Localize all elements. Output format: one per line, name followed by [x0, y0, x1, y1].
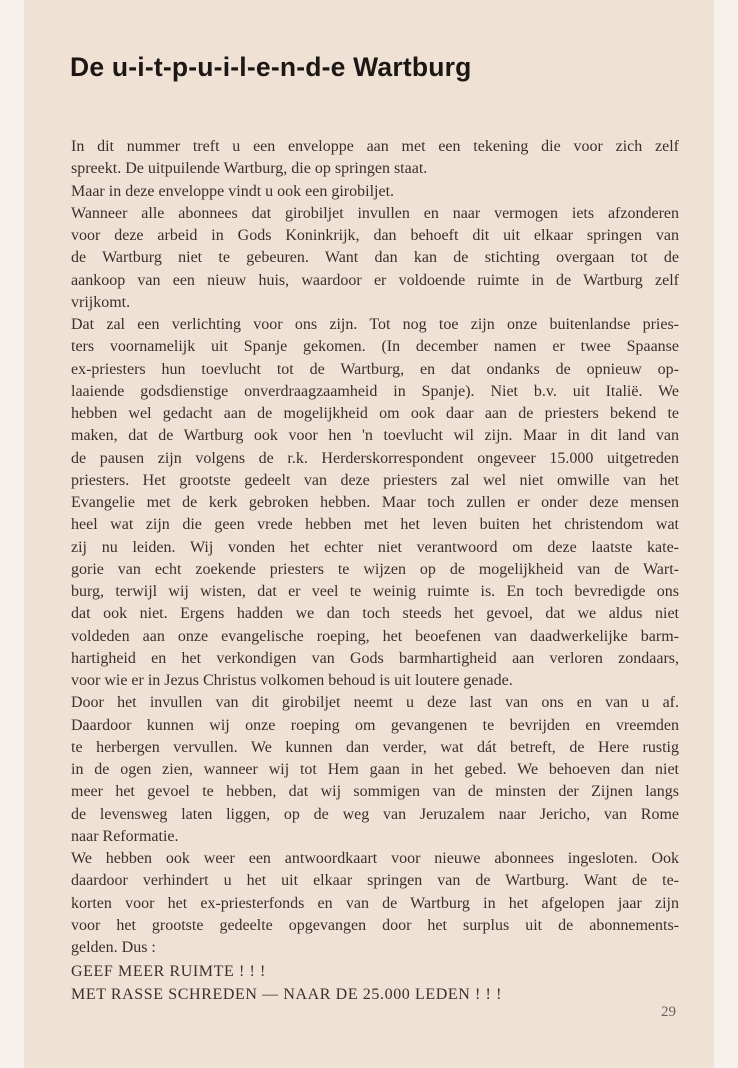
text-line: Door het invullen van dit girobiljet neemt u deze last van ons en van u af. — [71, 694, 679, 712]
text-line: voor deze arbeid in Gods Koninkrijk, dan behoeft dit uit elkaar springen van — [71, 227, 679, 244]
text-line: dat ook niet. Ergens hadden we dan toch steeds het gevoel, dat we aldus niet — [71, 605, 679, 623]
text-line: korten voor het ex-priesterfonds en van de Wartburg in het afgelopen jaar zijn — [71, 894, 679, 912]
text-line: voor wie er in Jezus Christus volkomen behoud is uit loutere genade. — [71, 672, 513, 689]
text-line: te herbergen vervullen. We kunnen dan verder, wat dát betreft, de Here rustig — [71, 738, 679, 756]
text-line: Maar in deze enveloppe vindt u ook een girobiljet. — [71, 182, 395, 200]
text-line: spreekt. De uitpuilende Wartburg, die op springen staat. — [71, 160, 428, 178]
text-line: burg, terwijl wij wisten, dat er veel te weinig ruimte is. En toch bevredigde ons — [71, 583, 679, 600]
text-line: maken, dat de Wartburg ook voor hen 'n toevlucht wil zijn. Maar in dit land van — [71, 427, 679, 445]
text-line: gelden. Dus : — [71, 939, 156, 956]
text-line: voldeden aan onze evangelische roeping, het beoefenen van daadwerkelijke barm- — [71, 627, 679, 645]
text-line: aankoop van een nieuw huis, waardoor er voldoende ruimte in de Wartburg zelf — [71, 271, 679, 289]
text-line: In dit nummer treft u een enveloppe aan met een tekening die voor zich zelf — [71, 138, 679, 155]
article-title: De u-i-t-p-u-i-l-e-n-d-e Wartburg — [70, 52, 472, 82]
text-line: naar Reformatie. — [71, 827, 179, 845]
text-line: heel wat zijn die geen vrede hebben met het leven buiten het christendom wat — [71, 516, 679, 534]
text-line: hebben wel gedacht aan de mogelijkheid om ook daar aan de priesters bekend te — [71, 405, 679, 422]
text-line: We hebben ook weer een antwoordkaart voor nieuwe abonnees ingesloten. Ook — [71, 850, 679, 867]
text-line: ex-priesters hun toevlucht tot de Wartburg, en dat ondanks de opnieuw op- — [71, 360, 679, 378]
text-line: vrijkomt. — [71, 293, 131, 311]
text-line: de pausen zijn volgens de r.k. Herderskorrespondent ongeveer 15.000 uitgetreden — [71, 449, 679, 467]
text-line: in de ogen zien, wanneer wij tot Hem gaan in het gebed. We behoeven dan niet — [71, 761, 679, 778]
text-line: daardoor verhindert u het uit elkaar springen van de Wartburg. Want de te- — [71, 872, 679, 890]
text-line: Dat zal een verlichting voor ons zijn. Tot nog toe zijn onze buitenlandse pries- — [71, 316, 679, 333]
text-line: meer het gevoel te hebben, dat wij sommigen van de minsten der Zijnen langs — [71, 783, 679, 801]
text-line: gorie van echt zoekende priesters te wijzen op de mogelijkheid van de Wart- — [71, 560, 679, 578]
text-line: Wanneer alle abonnees dat girobiljet invullen en naar vermogen iets afzonderen — [71, 204, 679, 222]
text-line: hartigheid en het verkondigen van Gods barmhartigheid aan verloren zondaars, — [71, 649, 679, 667]
text-line: priesters. Het grootste gedeelt van deze priesters zal wel niet omwille van het — [71, 471, 679, 489]
closing-line: MET RASSE SCHREDEN — NAAR DE 25.000 LEDEN ! ! ! — [71, 986, 503, 1003]
document-page — [24, 0, 714, 1068]
text-line: voor het grootste gedeelte opgevangen door het surplus uit de abonnements- — [71, 916, 679, 934]
text-line: Daardoor kunnen wij onze roeping om gevangenen te bevrijden en vreemden — [71, 716, 679, 734]
text-line: de Wartburg niet te gebeuren. Want dan kan de stichting overgaan tot de — [71, 249, 679, 267]
text-line: de levensweg laten liggen, op de weg van Jeruzalem naar Jericho, van Rome — [71, 805, 679, 823]
page-number: 29 — [661, 1004, 676, 1020]
text-line: laaiende godsdienstige onverdraagzaamheid in Spanje). Niet b.v. uit Italië. We — [71, 382, 679, 400]
text-line: ters voornamelijk uit Spanje gekomen. (In december namen er twee Spaanse — [71, 338, 679, 356]
text-line: zij nu leiden. Wij vonden het echter niet verantwoord om deze laatste kate- — [71, 538, 679, 556]
text-line: Evangelie met de kerk gebroken hebben. Maar toch zullen er onder deze mensen — [71, 494, 679, 511]
closing-line: GEEF MEER RUIMTE ! ! ! — [71, 963, 266, 980]
